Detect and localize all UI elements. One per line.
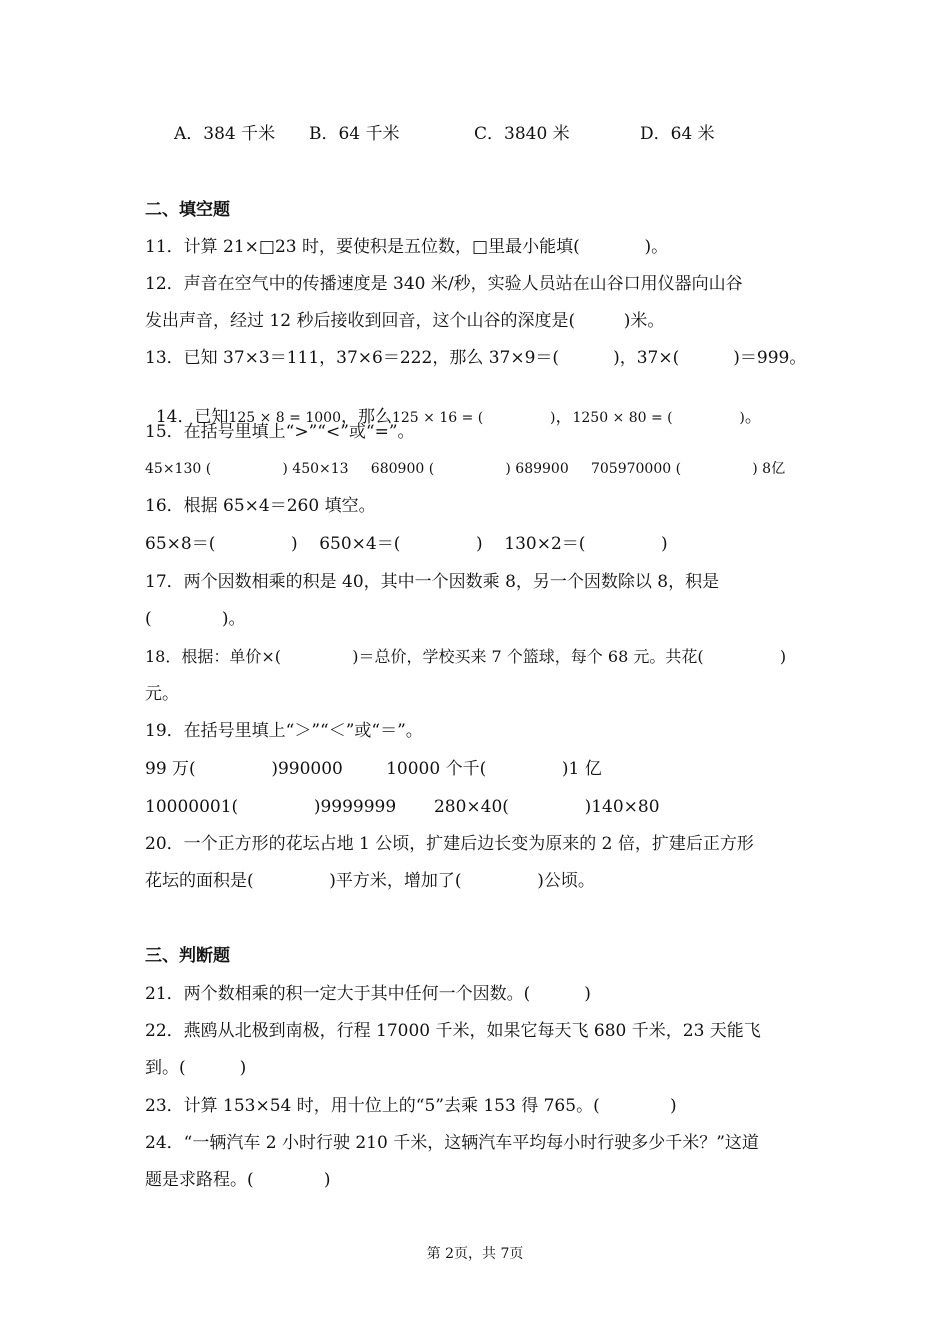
option-d: D．64 米 — [640, 124, 715, 144]
q14-prefix: 14．已知 — [155, 407, 229, 427]
option-a: A．384 千米 — [174, 124, 276, 144]
page-footer: 第 2页，共 7页 — [426, 1246, 524, 1262]
q14-mid: ，那么 — [340, 407, 392, 427]
option-c: C．3840 米 — [474, 124, 570, 144]
question-16-row: 65×8＝( ) 650×4＝( ) 130×2＝( ) — [145, 534, 668, 554]
question-19-row-2: 10000001( )9999999 280×40( )140×80 — [145, 797, 660, 817]
question-15-row: 45×130 ( ) 450×13 680900 ( ) 689900 705970000 ( ) 8亿 — [145, 461, 786, 477]
question-13: 13．已知 37×3＝111，37×6＝222，那么 37×9＝( )，37×( )＝999。 — [145, 348, 807, 368]
q14-formula-1: 125 × 8 = 1000 — [228, 410, 341, 426]
option-b: B．64 千米 — [309, 124, 400, 144]
section-heading-fill-blank: 二、填空题 — [145, 200, 230, 220]
question-18-line-1: 18．根据：单价×( )＝总价，学校买来 7 个篮球，每个 68 元。共花( ) — [145, 647, 787, 666]
q14-end: 。 — [744, 407, 762, 427]
q14-formula-3: 1250 × 80 = ( ) — [572, 410, 745, 426]
question-22-line-2: 到。( ) — [145, 1058, 247, 1078]
question-21: 21．两个数相乘的积一定大于其中任何一个因数。( ) — [145, 984, 591, 1004]
question-16: 16．根据 65×4＝260 填空。 — [145, 496, 376, 516]
question-17-line-1: 17．两个因数相乘的积是 40，其中一个因数乘 8，另一个因数除以 8，积是 — [145, 572, 720, 592]
q14-formula-2: 125 × 16 = ( ) — [391, 410, 556, 426]
q14-comma: ， — [555, 407, 573, 427]
question-11: 11．计算 21×□23 时，要使积是五位数，□里最小能填( )。 — [145, 237, 669, 257]
question-19-row-1: 99 万( )990000 10000 个千( )1 亿 — [145, 759, 602, 779]
question-19: 19．在括号里填上“＞”“＜”或“＝”。 — [145, 721, 423, 741]
question-20-line-1: 20．一个正方形的花坛占地 1 公顷，扩建后边长变为原来的 2 倍，扩建后正方形 — [145, 834, 754, 854]
question-24-line-1: 24．“一辆汽车 2 小时行驶 210 千米，这辆汽车平均每小时行驶多少千米？”这道 — [145, 1133, 759, 1153]
question-20-line-2: 花坛的面积是( )平方米，增加了( )公顷。 — [145, 871, 595, 891]
question-17-line-2: ( )。 — [145, 609, 246, 629]
question-18-line-2: 元。 — [145, 684, 179, 704]
question-23: 23．计算 153×54 时，用十位上的“5”去乘 153 得 765。( ) — [145, 1096, 677, 1116]
question-15: 15．在括号里填上“>”“<”或“=”。 — [145, 422, 415, 442]
section-heading-judgement: 三、判断题 — [145, 946, 230, 966]
question-22-line-1: 22．燕鸥从北极到南极，行程 17000 千米，如果它每天飞 680 千米，23 天能飞 — [145, 1021, 761, 1041]
question-24-line-2: 题是求路程。( ) — [145, 1170, 331, 1190]
question-12-line-2: 发出声音，经过 12 秒后接收到回音，这个山谷的深度是( )米。 — [145, 311, 665, 331]
question-12-line-1: 12．声音在空气中的传播速度是 340 米/秒，实验人员站在山谷口用仪器向山谷 — [145, 274, 743, 294]
